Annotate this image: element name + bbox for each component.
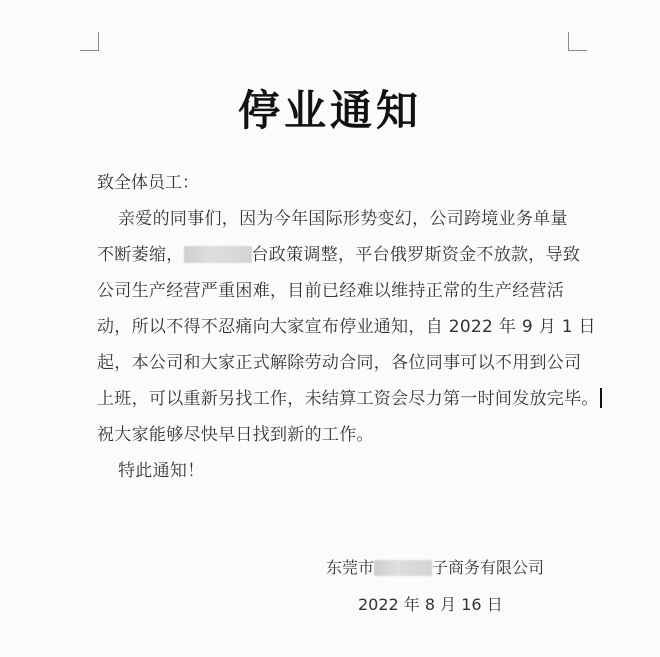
signature-prefix: 东莞市 — [326, 558, 375, 577]
body-line-2-start: 不断萎缩， — [97, 245, 184, 265]
body-line-5: 起，本公司和大家正式解除劳动合同，各位同事可以不用到公司 — [97, 353, 582, 373]
body-line-6 — [97, 384, 602, 409]
text-cursor — [600, 388, 602, 408]
body-line-2 — [97, 240, 580, 265]
body-line-4: 动，所以不得不忍痛向大家宣布停业通知，自 2022 年 9 月 1 日 — [97, 317, 596, 337]
notice-date: 2022 年 8 月 16 日 — [358, 595, 503, 614]
body-line-3: 公司生产经营严重困难，目前已经难以维持正常的生产经营活 — [97, 281, 565, 301]
company-signature — [326, 555, 544, 578]
closing-line: 特此通知！ — [118, 461, 205, 481]
body-line-6-text: 上班，可以重新另找工作，未结算工资会尽力第一时间发放完毕。 — [97, 389, 599, 409]
page-margin-corner-top-right — [568, 32, 587, 51]
document-title: 停业通知 — [237, 86, 422, 135]
body-line-1: 亲爱的同事们，因为今年国际形势变幻，公司跨境业务单量 — [118, 209, 568, 229]
redacted-text-block — [184, 246, 252, 263]
salutation: 致全体员工： — [97, 173, 199, 193]
page-margin-corner-top-left — [80, 32, 99, 51]
body-line-7: 祝大家能够尽快早日找到新的工作。 — [97, 425, 374, 445]
body-line-2-end: 台政策调整，平台俄罗斯资金不放款，导致 — [251, 245, 581, 265]
redacted-company-name — [374, 560, 432, 576]
signature-suffix: 子商务有限公司 — [432, 558, 545, 577]
